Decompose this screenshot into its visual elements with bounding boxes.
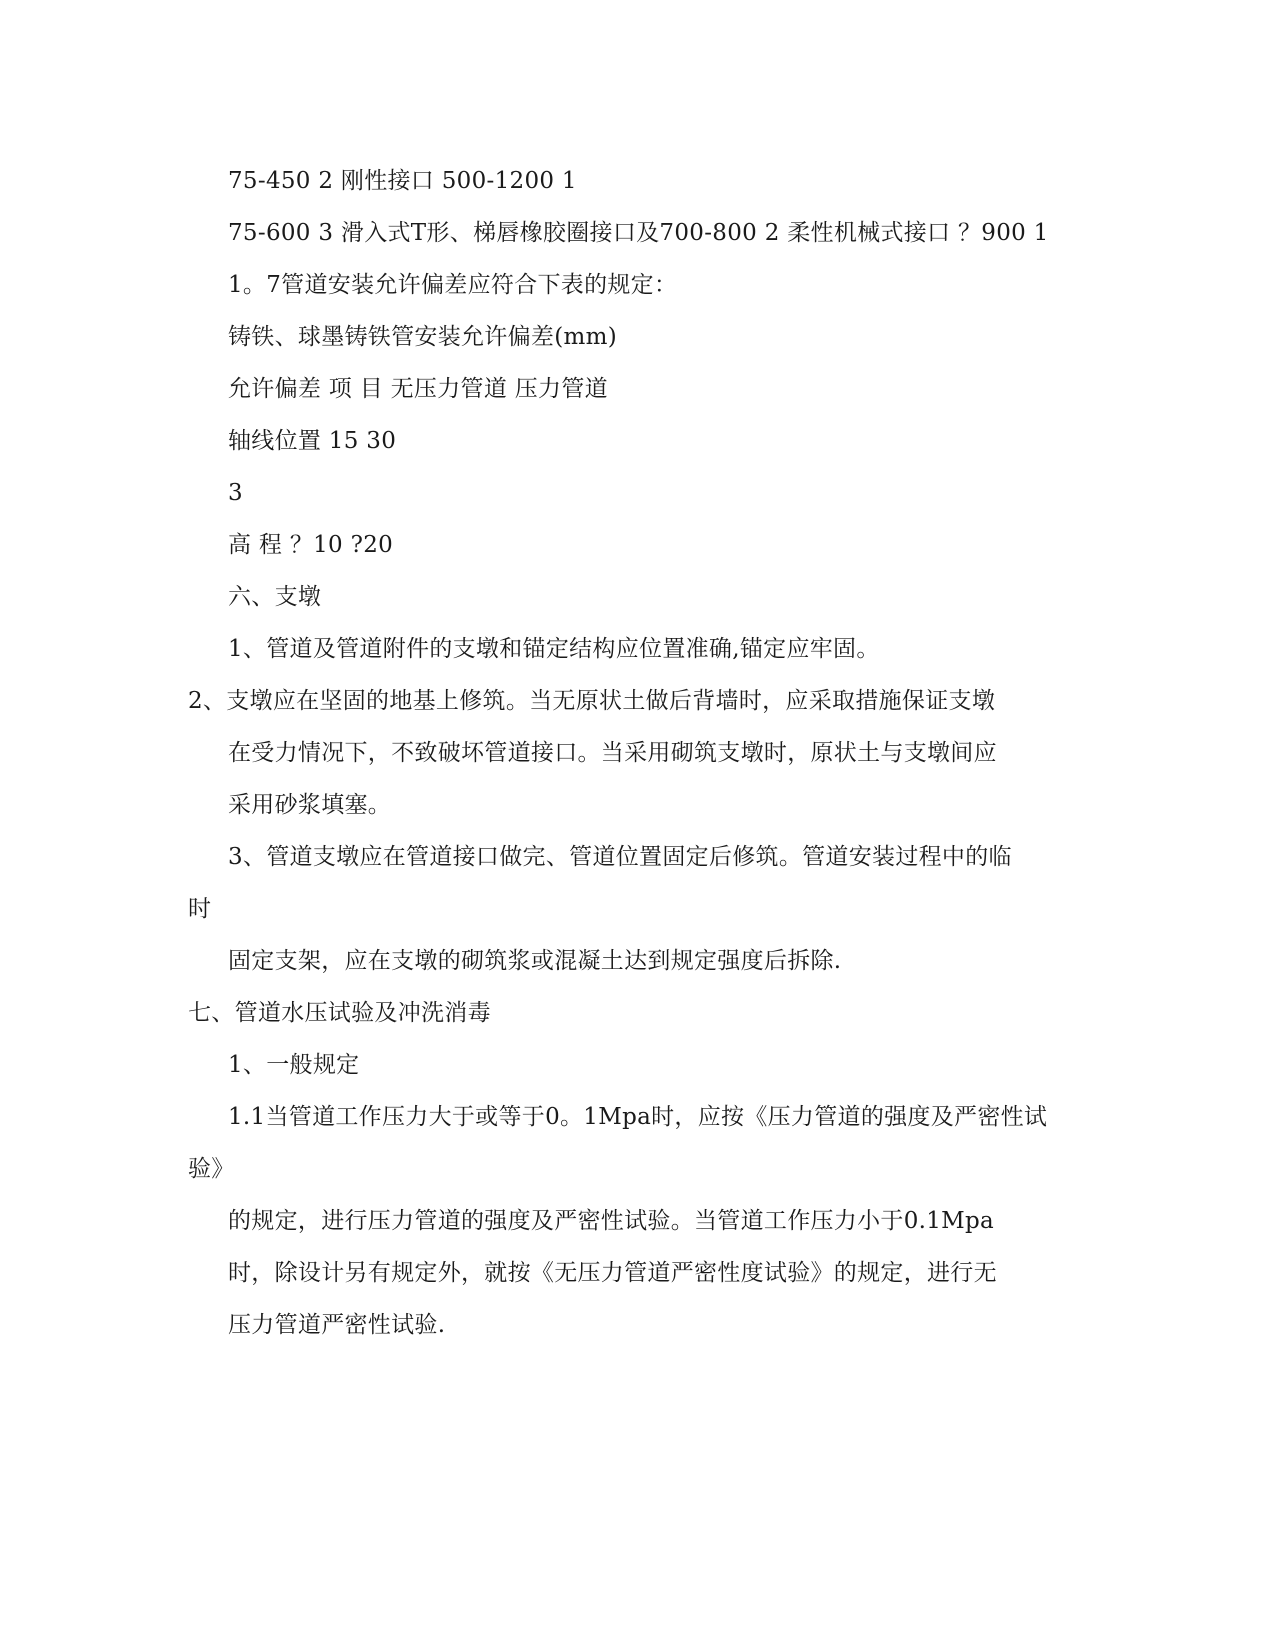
text-line-3: 1。7管道安装允许偏差应符合下表的规定： (228, 272, 678, 298)
text-line-22: 时，除设计另有规定外，就按《无压力管道严密性度试验》的规定，进行无 (228, 1260, 997, 1286)
text-line-19: 1.1当管道工作压力大于或等于0。1Mpa时，应按《压力管道的强度及严密性试 (228, 1104, 1048, 1130)
text-line-11: 2、支墩应在坚固的地基上修筑。当无原状土做后背墙时，应采取措施保证支墩 (188, 688, 996, 714)
text-line-8: 高 程 ？10 ?20 (228, 532, 394, 558)
text-line-7: 3 (228, 480, 243, 506)
text-line-2: 75-600 3 滑入式T形、梯唇橡胶圈接口及700-800 2 柔性机械式接口 ？900 1 (228, 220, 1049, 246)
text-line-12: 在受力情况下，不致破坏管道接口。当采用砌筑支墩时，原状土与支墩间应 (228, 740, 997, 766)
text-line-1: 75-450 2 刚性接口 500-1200 1 (228, 168, 577, 194)
text-line-15: 时 (188, 896, 212, 922)
text-line-18: 1、一般规定 (228, 1052, 360, 1078)
text-line-10: 1、管道及管道附件的支墩和锚定结构应位置准确,锚定应牢固。 (228, 636, 880, 662)
text-line-13: 采用砂浆填塞。 (228, 792, 392, 818)
text-line-6: 轴线位置 15 30 (228, 428, 397, 454)
text-line-23: 压力管道严密性试验. (228, 1312, 446, 1338)
text-line-16: 固定支架，应在支墩的砌筑浆或混凝土达到规定强度后拆除. (228, 948, 842, 974)
section-heading-7: 七、管道水压试验及冲洗消毒 (188, 1000, 491, 1026)
section-heading-6: 六、支墩 (228, 584, 322, 610)
text-line-5: 允许偏差 项 目 无压力管道 压力管道 (228, 376, 608, 402)
text-line-14: 3、管道支墩应在管道接口做完、管道位置固定后修筑。管道安装过程中的临 (228, 844, 1012, 870)
text-line-20: 验》 (188, 1156, 235, 1182)
text-line-4: 铸铁、球墨铸铁管安装允许偏差(mm) (228, 324, 617, 350)
text-line-21: 的规定，进行压力管道的强度及严密性试验。当管道工作压力小于0.1Mpa (228, 1208, 995, 1234)
